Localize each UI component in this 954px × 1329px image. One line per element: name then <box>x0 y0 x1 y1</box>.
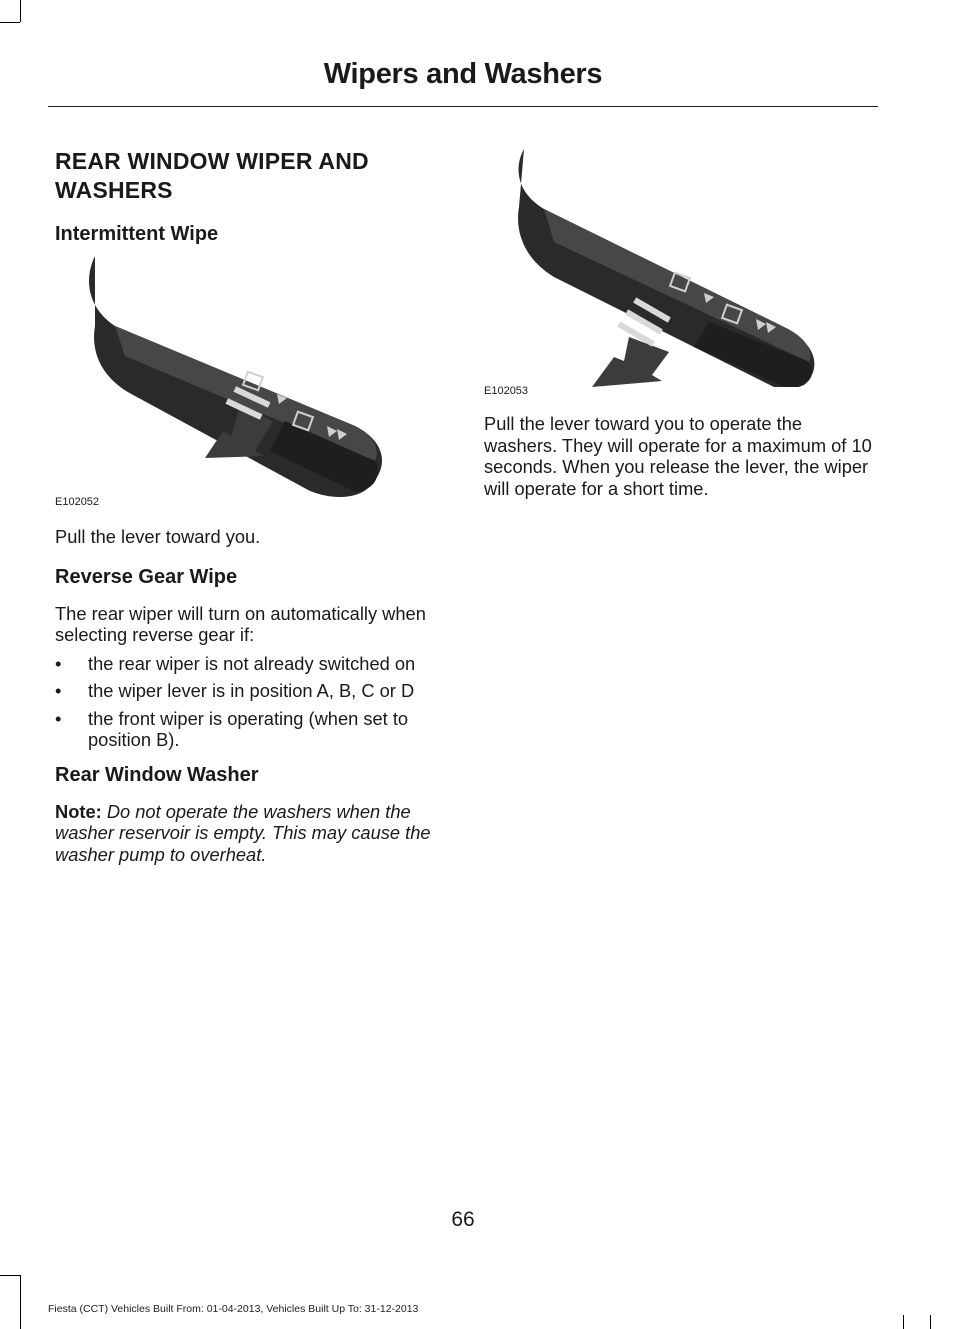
intermittent-wipe-heading: Intermittent Wipe <box>55 223 219 245</box>
title-divider <box>48 106 878 107</box>
crop-mark <box>0 22 20 23</box>
crop-mark <box>0 1275 20 1276</box>
bullet-icon: • <box>55 707 62 729</box>
reverse-gear-conditions <box>55 653 445 751</box>
figure-code: E102052 <box>55 496 100 508</box>
crop-mark <box>903 1315 904 1329</box>
bullet-icon: • <box>55 680 62 701</box>
list-item: • the wiper lever is in position A, B, C or D <box>55 680 415 701</box>
bullet-icon: • <box>55 652 62 674</box>
intermittent-wipe-text: Pull the lever toward you. <box>55 526 261 547</box>
reverse-gear-intro: The rear wiper will turn on automatically when selecting reverse gear if: <box>55 602 426 645</box>
list-item: • the rear wiper is not already switched on <box>55 652 416 674</box>
reverse-gear-wipe-heading: Reverse Gear Wipe <box>55 565 238 588</box>
washer-note <box>55 801 445 866</box>
note-text: Do not operate the washers when the washer reservoir is empty. This may cause the washer pump to overheat. <box>55 800 431 865</box>
figure-intermittent-wipe <box>55 246 445 526</box>
page-title: Wipers and Washers <box>323 58 603 90</box>
rear-window-washer-heading: Rear Window Washer <box>55 763 259 786</box>
wiper-lever-illustration <box>55 246 445 506</box>
section-heading: REAR WINDOW WIPER AND WASHERS <box>55 148 369 203</box>
crop-mark <box>20 1275 21 1329</box>
note-label: Note: <box>55 800 102 822</box>
footer-text: Fiesta (CCT) Vehicles Built From: 01-04-2013, Vehicles Built Up To: 31-12-2013 <box>48 1303 419 1315</box>
figure-code: E102053 <box>484 385 529 397</box>
washer-lever-illustration <box>484 147 876 387</box>
left-column <box>55 147 445 865</box>
figure-washer <box>484 147 876 397</box>
crop-mark <box>930 1315 931 1329</box>
right-column <box>484 147 876 499</box>
crop-mark <box>20 0 21 22</box>
list-item: • the front wiper is operating (when set to position B). <box>55 707 409 750</box>
page-number: 66 <box>451 1208 475 1231</box>
washer-operation-text: Pull the lever toward you to operate the washers. They will operate for a maximum of 10 seconds. When you release the lever, the wiper will operate for a short time. <box>484 413 872 499</box>
